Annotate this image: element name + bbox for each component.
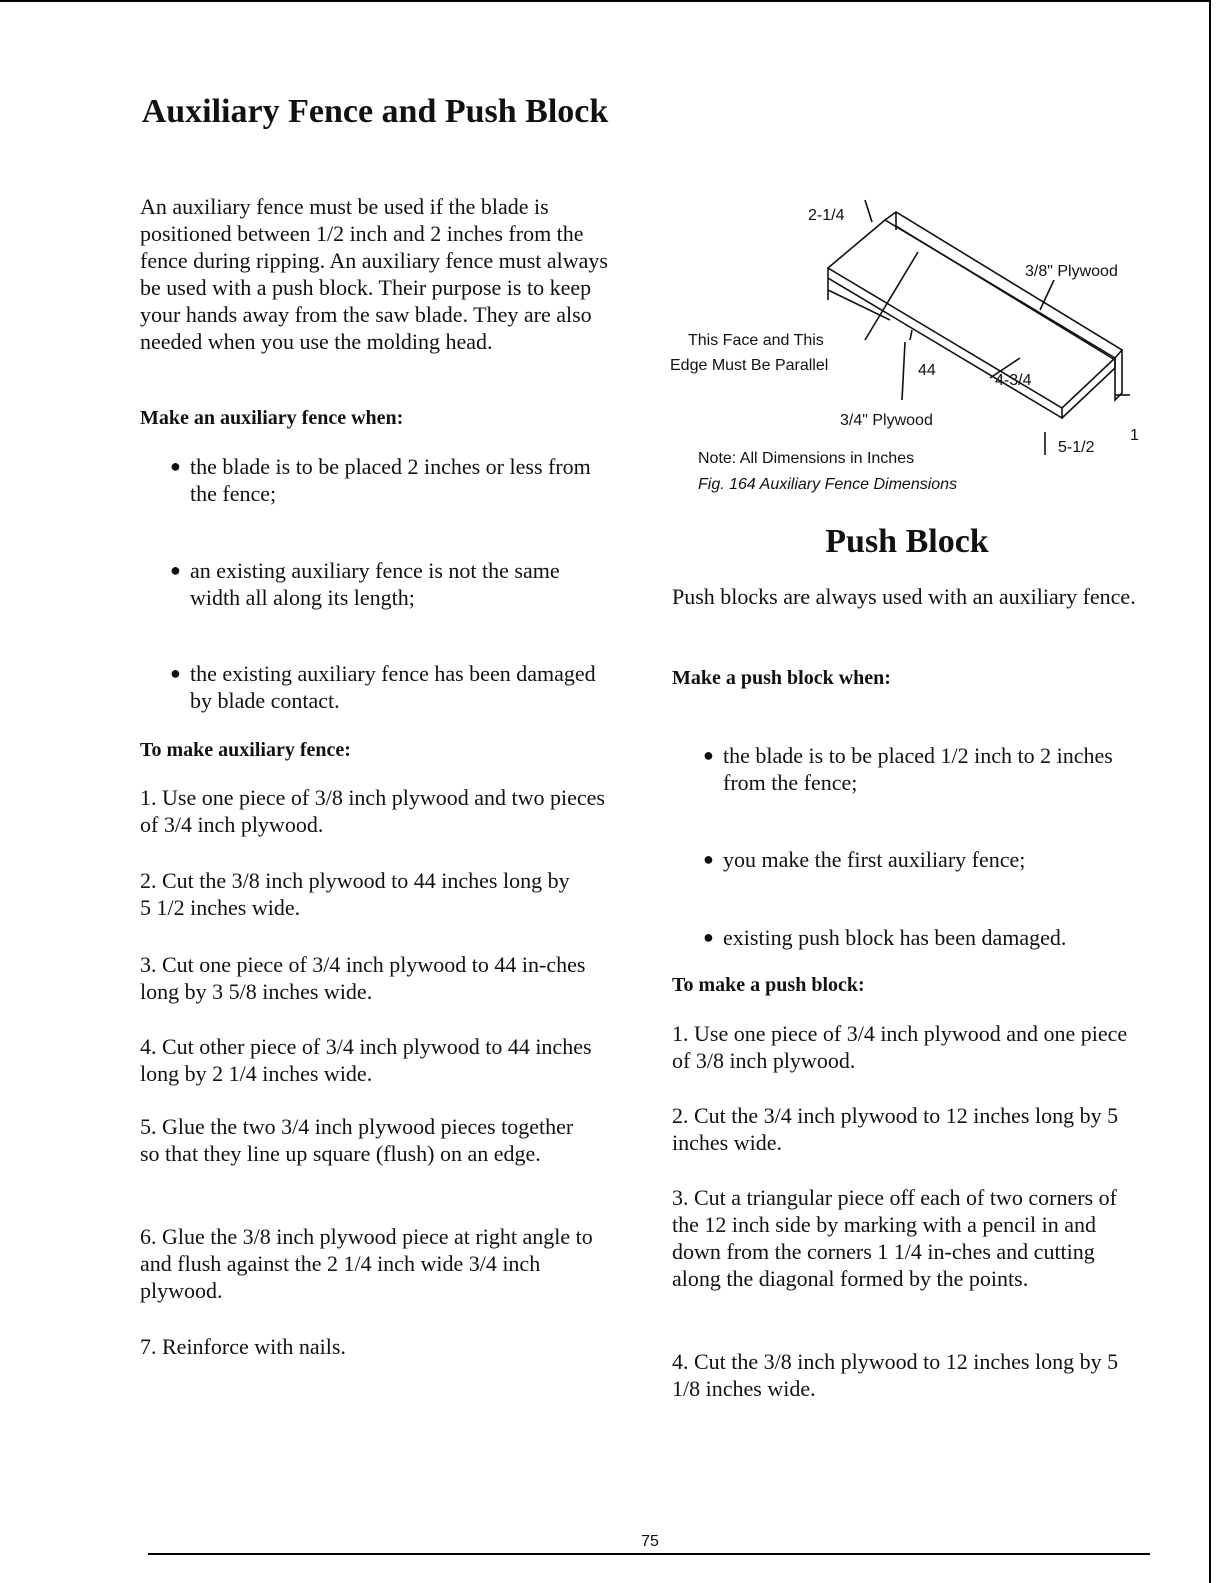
make-fence-steps-heading: To make auxiliary fence: <box>140 739 351 761</box>
fence-when-bullet <box>170 557 610 611</box>
bullet-text: you make the first auxiliary fence; <box>723 847 1026 872</box>
page-number: 75 <box>641 1533 659 1550</box>
bullet-text: the blade is to be placed 1/2 inch to 2 inches from the fence; <box>723 743 1113 795</box>
bottom-rule <box>148 1553 1150 1555</box>
top-border-line <box>0 0 1210 2</box>
make-fence-when-heading: Make an auxiliary fence when: <box>140 407 404 429</box>
base-board-end <box>1062 358 1115 418</box>
base-board-top-face <box>828 220 1115 408</box>
figure-caption: Fig. 164 Auxiliary Fence Dimensions <box>698 476 958 493</box>
push-block-when-bullet <box>703 924 1163 951</box>
dim-44-label: 44 <box>918 362 936 379</box>
face-edge-label-2: Edge Must Be Parallel <box>670 357 829 374</box>
leader-44 <box>910 330 912 340</box>
fence-top-edge <box>885 212 1122 358</box>
fence-step: 3. Cut one piece of 3/4 inch plywood to 44 in-ches long by 3 5/8 inches wide. <box>140 952 586 1004</box>
bullet-dot-icon: ● <box>170 663 181 683</box>
plywood-3-8-label: 3/8" Plywood <box>1025 263 1118 280</box>
fence-step: 2. Cut the 3/8 inch plywood to 44 inches long by 5 1/2 inches wide. <box>140 868 570 920</box>
fence-step: 5. Glue the two 3/4 inch plywood pieces together so that they line up square (flush) on an edge. <box>140 1114 574 1166</box>
push-block-step: 3. Cut a triangular piece off each of two corners of the 12 inch side by marking with a pencil in and down from the corners 1 1/4 in-ches and cutting along the diagonal formed by the points. <box>672 1185 1117 1291</box>
fence-step: 1. Use one piece of 3/8 inch plywood and two pieces of 3/4 inch plywood. <box>140 785 605 837</box>
fence-inner-line <box>896 226 1115 360</box>
bullet-text: existing push block has been damaged. <box>723 925 1067 950</box>
push-block-intro: Push blocks are always used with an auxiliary fence. <box>672 584 1136 609</box>
auxiliary-fence-diagram <box>660 190 1160 500</box>
make-push-block-when-heading: Make a push block when: <box>672 667 891 689</box>
bullet-dot-icon: ● <box>703 745 714 765</box>
dim-2-1-4-label: 2-1/4 <box>808 207 845 224</box>
leader-3-4-plywood <box>902 342 905 400</box>
push-block-step: 4. Cut the 3/8 inch plywood to 12 inches long by 5 1/8 inches wide. <box>672 1349 1119 1401</box>
push-block-step: 1. Use one piece of 3/4 inch plywood and one piece of 3/8 inch plywood. <box>672 1021 1128 1073</box>
plywood-3-4-label: 3/4" Plywood <box>840 412 933 429</box>
fence-step: 7. Reinforce with nails. <box>140 1334 346 1359</box>
push-block-when-bullet <box>703 846 1143 873</box>
make-push-block-steps-heading: To make a push block: <box>672 974 865 996</box>
bullet-dot-icon: ● <box>170 560 181 580</box>
push-block-step: 2. Cut the 3/4 inch plywood to 12 inches long by 5 inches wide. <box>672 1103 1119 1155</box>
bullet-dot-icon: ● <box>703 849 714 869</box>
board-underside-line <box>828 290 890 320</box>
base-board-edge <box>828 268 1062 418</box>
right-border-line <box>1209 0 1211 1583</box>
fence-step: 6. Glue the 3/8 inch plywood piece at right angle to and flush against the 2 1/4 inch wide 3/4 inch plywood. <box>140 1224 593 1303</box>
bullet-dot-icon: ● <box>703 927 714 947</box>
dimensions-note: Note: All Dimensions in Inches <box>698 450 915 467</box>
push-block-title: Push Block <box>825 523 989 560</box>
page-title: Auxiliary Fence and Push Block <box>141 93 609 130</box>
dim-1-label: 1 <box>1130 427 1139 444</box>
fence-when-bullet <box>170 453 610 507</box>
leader-2-1-4 <box>865 200 872 222</box>
auxiliary-fence-intro: An auxiliary fence must be used if the blade is positioned between 1/2 inch and 2 inches from the fence during ripping. An auxiliary fence must always be used with a push block. Their purpose is to keep your hands away from the saw blade. They are also needed when you use the molding head. <box>140 194 608 354</box>
fence-when-bullet <box>170 660 610 714</box>
bullet-text: the existing auxiliary fence has been damaged by blade contact. <box>190 661 596 713</box>
fence-step: 4. Cut other piece of 3/4 inch plywood to 44 inches long by 2 1/4 inches wide. <box>140 1034 592 1086</box>
bullet-text: an existing auxiliary fence is not the same width all along its length; <box>190 558 560 610</box>
leader-3-8-plywood <box>1040 280 1054 310</box>
bullet-text: the blade is to be placed 2 inches or less from the fence; <box>190 454 591 506</box>
push-block-when-bullet <box>703 742 1143 796</box>
bullet-dot-icon: ● <box>170 456 181 476</box>
face-edge-label-1: This Face and This <box>688 332 824 349</box>
dim-4-3-4-label: 4-3/4 <box>995 372 1032 389</box>
dim-5-1-2-label: 5-1/2 <box>1058 439 1095 456</box>
